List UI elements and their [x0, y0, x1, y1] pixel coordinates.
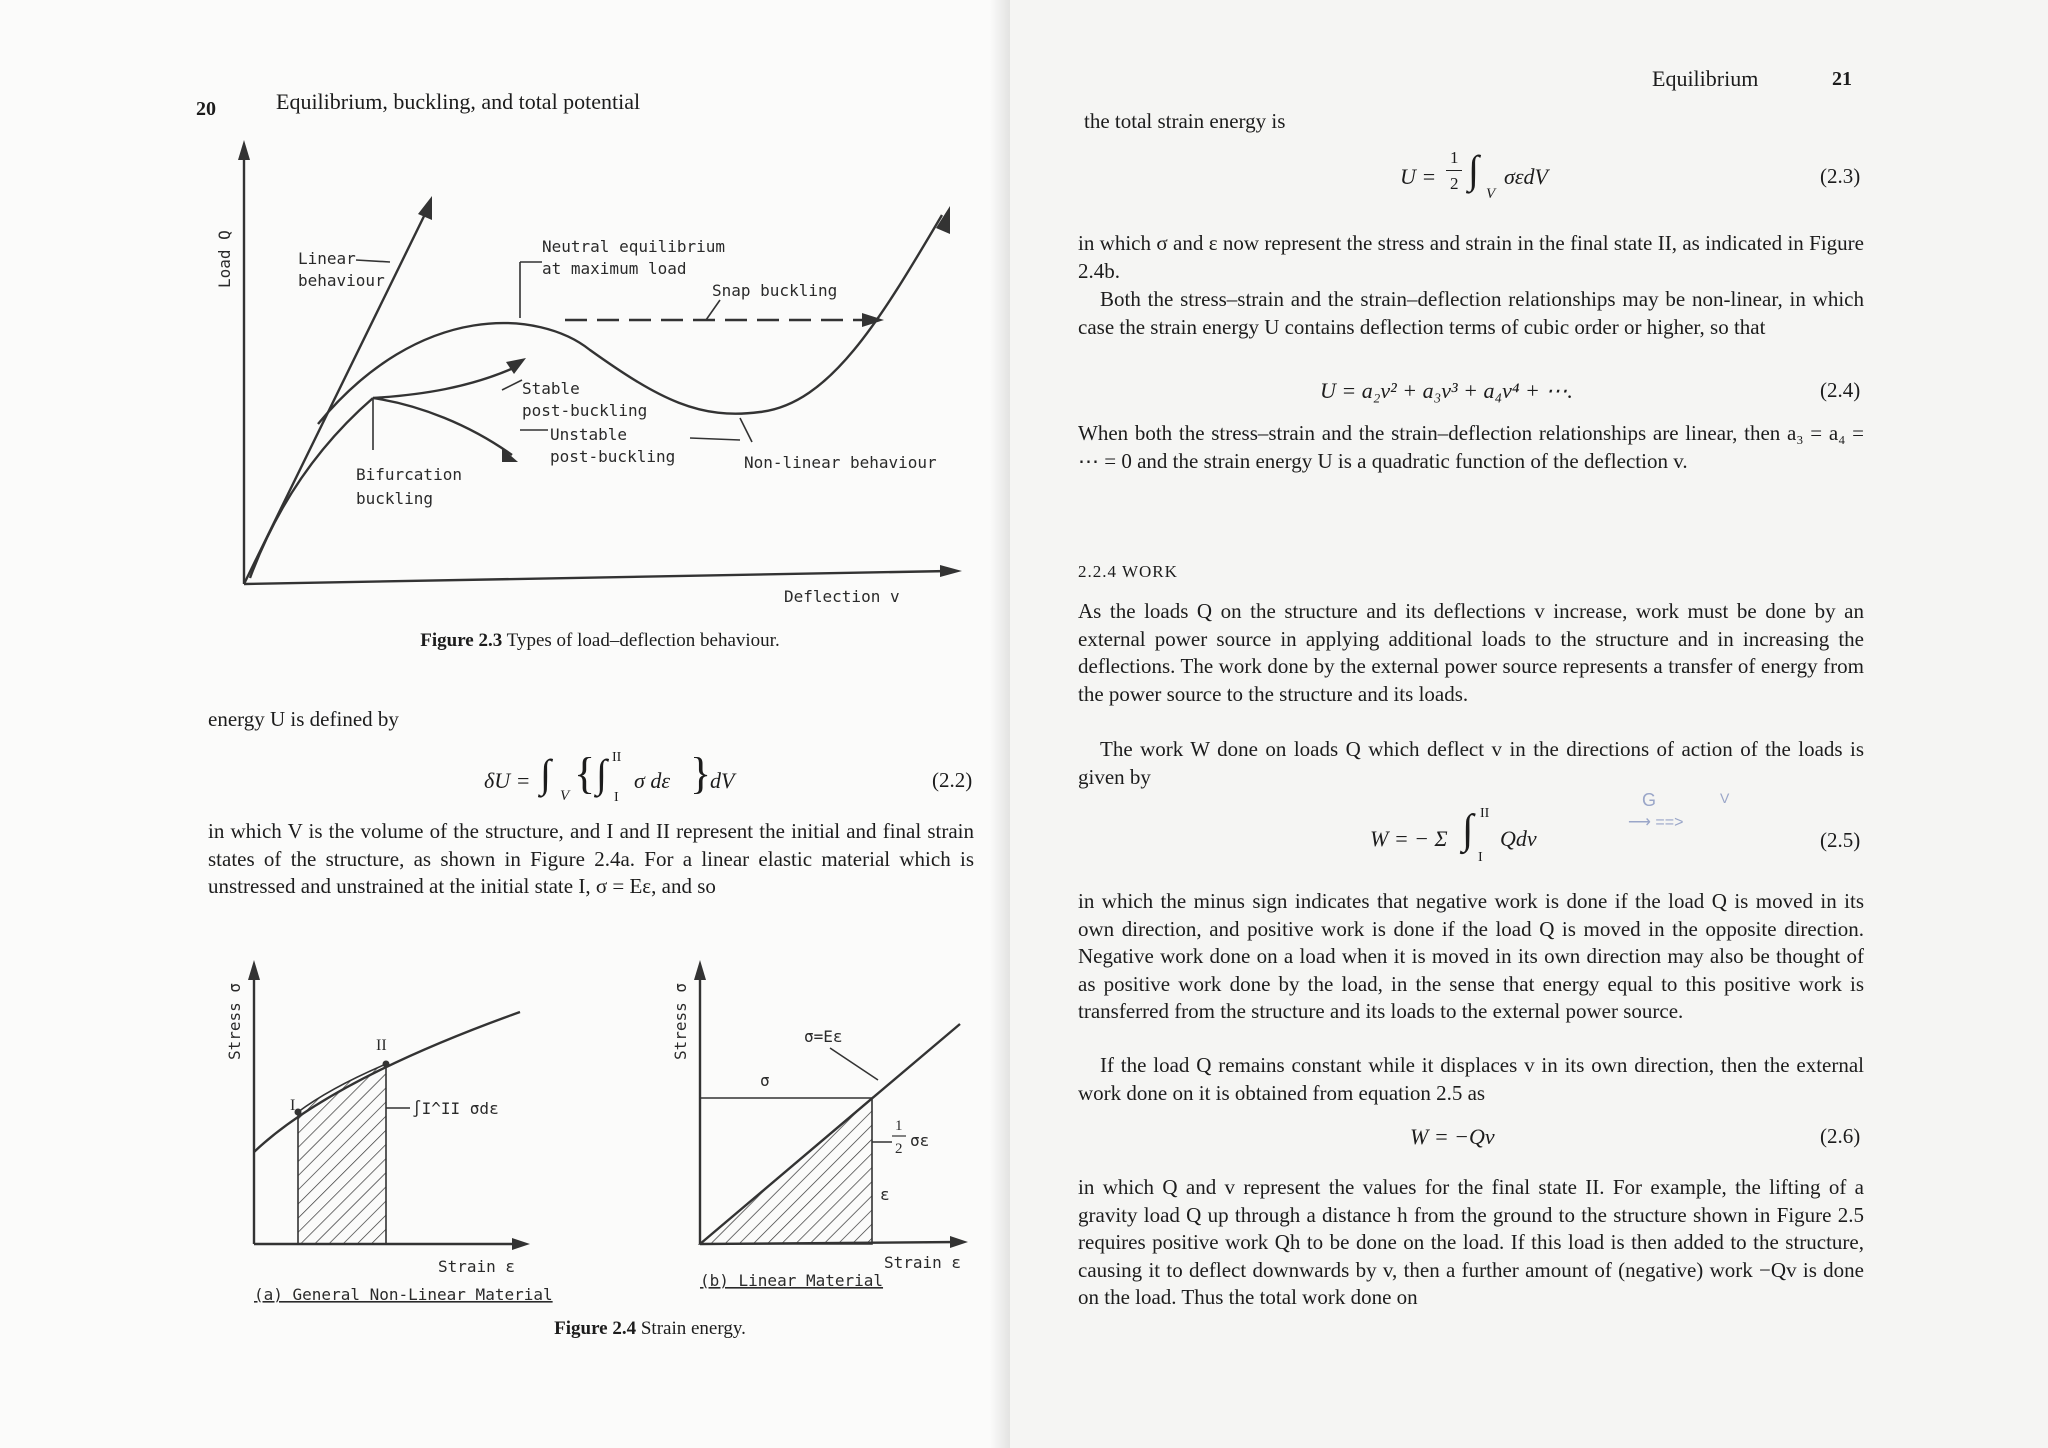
- figure-2-4: [0, 950, 1010, 1340]
- fig23-nonlinear-leader-2: [740, 418, 752, 442]
- fig23-unstable-label-2: post-buckling: [550, 447, 676, 466]
- eq22-sub-v: V: [560, 788, 570, 804]
- fig23-unstable-arrow: [502, 448, 518, 462]
- fig23-y-label: Load Q: [215, 230, 234, 288]
- fig24a-point-ii: [383, 1061, 390, 1068]
- fig24b-sigma-eq-label: σ=Eε: [804, 1027, 843, 1046]
- eq22-lhs: δU =: [484, 768, 531, 793]
- left-paragraph-1: in which V is the volume of the structure, and I and II represent the initial and final strain states of the structure, as shown in Figure 2.4a. For a linear elastic material which is unstressed and unstrained at the initial state I, σ = Eε, and so: [208, 819, 974, 898]
- eq23-lhs: U =: [1400, 164, 1437, 189]
- fig24b-y-label: Stress σ: [671, 982, 690, 1060]
- fig24a-caption: (a) General Non-Linear Material: [254, 1285, 553, 1304]
- fig23-unstable-branch: [373, 398, 512, 455]
- eq22-sup-ii: II: [612, 750, 622, 765]
- eq23-sub: V: [1486, 186, 1496, 202]
- left-page: 20 Equilibrium, buckling, and total potential Load Q Deflection v Linear behaviour Neutral equilibrium at maximum load Snap buckling Stable post-buckling Unstable post-buckling Bifurcation buckling Non-linear behaviour Figure 2.3 Types of load–deflection behaviour. energy U is defined by δU = ∫ V { ∫ II I σ dε } dV (2.2) in which V is the volume of the structure, and I and II represent the initial and final strain states of the structure, as shown in Figure 2.4a. For a linear elastic material which is unstressed and unstrained at the initial state I, σ = Eε, and so Stress σ I II ∫I^II σdε Strain ε (a) General Non-Linear Material Stress σ σ=Eε σ 1 2 σε ε Strain ε (b) Linear Material Figure 2.4 Strain energy.: [0, 0, 1010, 1448]
- fig23-y-arrow: [238, 140, 250, 160]
- fig23-prebuckling-path: [250, 398, 373, 578]
- eq22-integrand: σ dε: [634, 768, 671, 793]
- pencil-note-g: G: [1642, 790, 1657, 810]
- fig24-caption-label: Figure 2.4: [554, 1318, 637, 1339]
- fig23-stable-label-1: Stable: [522, 379, 580, 398]
- fig23-linear-label-1: Linear: [298, 249, 356, 268]
- fig24b-x-label: Strain ε: [884, 1253, 962, 1272]
- fig24b-eps-label: ε: [880, 1185, 890, 1204]
- fig24a-point-i: [295, 1109, 302, 1116]
- fig24a-label-ii: II: [376, 1037, 387, 1054]
- eq25-integral: ∫: [1462, 807, 1474, 853]
- pencil-note-arrow: ⟶ ==>: [1628, 814, 1684, 831]
- equation-2-6: W = −Qv: [1410, 1124, 1495, 1149]
- right-paragraph-8: If the load Q remains constant while it displaces v in its own direction, then the external work done on it is obtained from equation 2.5 as: [1078, 1053, 1864, 1105]
- fig23-bifurcation-label-1: Bifurcation: [356, 465, 462, 484]
- right-paragraph-6: The work W done on loads Q which deflect v in the directions of action of the loads is given by: [1078, 737, 1864, 789]
- fig24b-sigma-eq-leader: [830, 1048, 878, 1080]
- eq23-num: 1: [1450, 148, 1459, 167]
- fig24-caption: [400, 1318, 900, 1340]
- right-line-1: the total strain energy is: [1084, 109, 1286, 133]
- fig24a-curve: [254, 1012, 520, 1152]
- fig23-bifurcation-label-2: buckling: [356, 489, 434, 508]
- fig23-caption-label: Figure 2.3: [420, 630, 503, 651]
- fig23-stable-branch: [373, 366, 518, 398]
- pencil-note-v: V: [1720, 790, 1730, 806]
- eq26-number: (2.6): [1820, 1124, 1861, 1148]
- fig23-linear-leader: [356, 260, 390, 262]
- fig24a-y-label: Stress σ: [225, 982, 244, 1060]
- equation-2-4: U = a₂v² + a₃v³ + a₄v⁴ + ⋯.: [1320, 378, 1573, 403]
- left-page-number: 20: [196, 98, 216, 120]
- fig23-x-arrow: [940, 565, 962, 577]
- fig24a-x-label: Strain ε: [438, 1257, 516, 1276]
- eq23-number: (2.3): [1820, 164, 1861, 188]
- fig23-caption: [300, 630, 900, 652]
- eq22-number: (2.2): [932, 768, 973, 792]
- right-paragraph-5: As the loads Q on the structure and its deflections v increase, work must be done by an external power source in applying additional loads to the structure and in increasing the deflections. The work done by the external power source represents a transfer of energy from the power source to the structure and its loads.: [1078, 599, 1864, 706]
- fig24b-half-den: 2: [895, 1141, 903, 1157]
- fig23-stable-arrow: [506, 358, 526, 374]
- fig23-nonlinear-leader-1: [690, 438, 740, 440]
- fig23-snap-label: Snap buckling: [712, 281, 838, 300]
- fig23-nonlinear-label: Non-linear behaviour: [744, 453, 937, 472]
- fig23-x-label: Deflection v: [784, 587, 900, 606]
- eq25-sub: I: [1478, 850, 1483, 865]
- eq22-outer-integral: ∫: [540, 751, 551, 796]
- eq22-inner-integral: ∫: [596, 751, 607, 796]
- right-paragraph-3: Both the stress–strain and the strain–deflection relationships may be non-linear, in which case the strain energy U contains deflection terms of cubic order or higher, so that: [1078, 287, 1864, 339]
- right-paragraph-4: When both the stress–strain and the strain–deflection relationships are linear, then a₃ = a₄ = ⋯ = 0 and the strain energy U is a quadratic function of the deflection v.: [1078, 421, 1864, 473]
- right-running-head: Equilibrium: [1652, 66, 1759, 91]
- left-running-head: Equilibrium, buckling, and total potential: [276, 89, 641, 114]
- fig24b-caption: (b) Linear Material: [700, 1271, 884, 1290]
- eq22-sub-i: I: [614, 790, 619, 805]
- fig24-caption-text: Strain energy.: [640, 1318, 746, 1339]
- eq25-number: (2.5): [1820, 828, 1861, 852]
- eq22-dv: dV: [710, 768, 735, 793]
- right-page-number: 21: [1832, 68, 1852, 90]
- eq25-sup: II: [1480, 806, 1490, 821]
- fig23-linear-arrow: [418, 196, 432, 220]
- right-paragraph-7: in which the minus sign indicates that negative work is done if the load Q is moved in its own direction, and positive work is done if the load Q is moved in the opposite direction. Negative work done on a load when it is moved in its own direction may also be thought of as positive work done by the load, in the sense that energy equal to this positive work is transferred from the structure and its loads to the external power source.: [1078, 889, 1864, 1023]
- eq25-integrand: Qdv: [1500, 826, 1537, 851]
- fig23-caption-text: Types of load–deflection behaviour.: [506, 630, 780, 651]
- fig23-snap-leader: [706, 300, 720, 320]
- right-paragraph-2: in which σ and ε now represent the stress and strain in the final state II, as indicated in Figure 2.4b.: [1078, 231, 1864, 283]
- fig24a-integral-label: ∫I^II σdε: [412, 1099, 499, 1118]
- eq24-number: (2.4): [1820, 378, 1861, 402]
- fig23-neutral-label-2: at maximum load: [542, 259, 687, 278]
- fig23-unstable-label-1: Unstable: [550, 425, 628, 444]
- right-paragraph-9: in which Q and v represent the values for the final state II. For example, the lifting of a gravity load Q up through a distance h from the ground to the structure shown in Figure 2.5 requires positive work Qh to be done on the load. If this load is then added to the structure, causing it to deflect downwards by v, then a further amount of (negative) work −Qv is done on the load. Thus the total work done on: [1078, 1175, 1864, 1309]
- fig23-neutral-label-1: Neutral equilibrium: [542, 237, 726, 256]
- fig24b-half-num: 1: [895, 1118, 903, 1134]
- fig23-linear-label-2: behaviour: [298, 271, 385, 290]
- intro-line: energy U is defined by: [208, 707, 399, 731]
- fig23-stable-leader: [502, 380, 522, 390]
- fig24b-sigma-label: σ: [760, 1071, 770, 1090]
- fig23-x-axis: [244, 571, 950, 584]
- figure-2-3: [0, 0, 1010, 660]
- fig24b-sigma-eps-label: σε: [910, 1131, 930, 1150]
- eq25-lhs: W = − Σ: [1370, 826, 1448, 851]
- eq23-integrand: σεdV: [1504, 164, 1548, 189]
- section-heading-work: 2.2.4 WORK: [1078, 562, 1178, 581]
- fig24a-label-i: I: [290, 1097, 296, 1114]
- right-page: [1010, 0, 2048, 1448]
- fig23-stable-label-2: post-buckling: [522, 401, 648, 420]
- eq23-den: 2: [1450, 174, 1459, 193]
- eq23-integral: ∫: [1468, 147, 1479, 192]
